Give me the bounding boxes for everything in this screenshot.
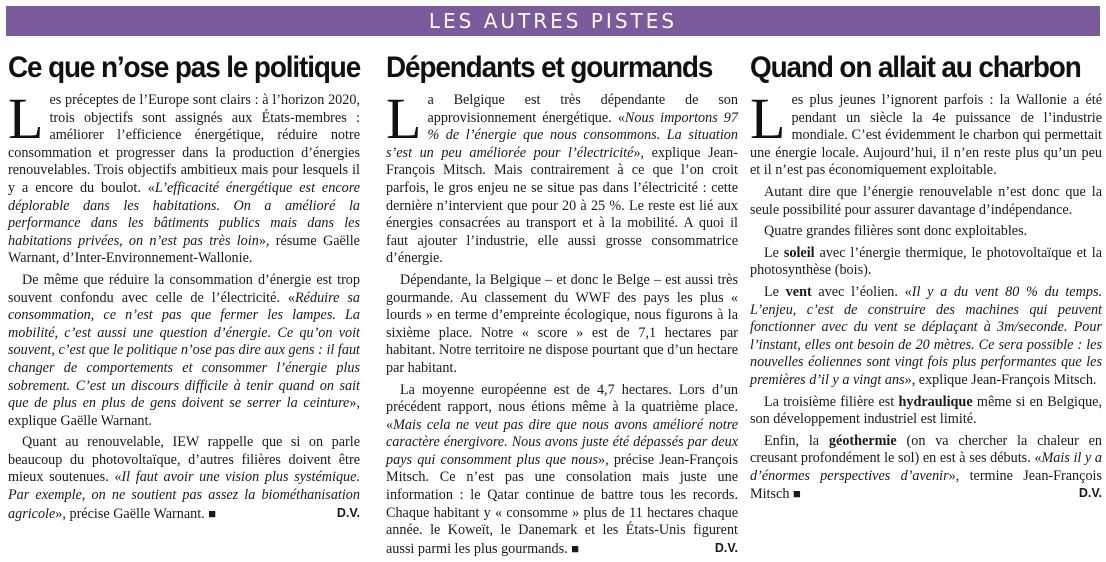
paragraph — [386, 382, 738, 559]
end-mark: ■ — [792, 486, 801, 502]
text: a Belgique est très dépendante de son approvisionnement énergétique. « — [427, 92, 738, 126]
text: es plus jeunes l’ignorent parfois : la Wallonie a été pendant un siècle la 4e puissance de l’industrie mondiale. C’est évidemment le charbon qui permettait une énergie locale. Aujourd’hui, il n’en reste plus qu’un peu et il n’est pas économiquement exploitable. — [750, 92, 1102, 179]
text: Quant au renouvelable, IEW rappelle que si on parle beaucoup du photovoltaïque, d’autres filières doivent être mieux soutenues. « — [8, 434, 360, 486]
paragraph — [750, 433, 1102, 504]
drop-cap: L — [386, 86, 422, 151]
author-signature: D.V. — [714, 540, 738, 555]
article-title: Dépendants et gourmands — [386, 51, 713, 84]
text: La troisième filière est — [764, 393, 895, 410]
drop-cap: L — [8, 86, 44, 151]
text: Le — [764, 244, 779, 261]
text: (on va chercher la chaleur en creusant profondément le sol) en est à ses débuts. « — [750, 432, 1103, 467]
text: De même que réduire la consommation d’énergie est trop souvent confondu avec celle de l’électricité. « — [8, 271, 360, 306]
paragraph: Dépendante, la Belgique – et donc le Belge – est aussi très gourmande. Au classement du WWF des pays les plus « lourds » en terme d’empreinte écologique, nous figurons à la sixième place. Notre « score » est de 7,1 hectares par habitant. Notre territoire ne dispose pourtant que d’un hectare par habitant. — [386, 271, 738, 376]
author-signature: D.V. — [336, 505, 360, 520]
paragraph — [8, 434, 360, 523]
text: Enfin, la — [764, 432, 820, 449]
text: », explique Jean-François Mitsch. Mais contrairement à ce que l’on croit parfois, le gros enjeu ne se situe pas dans l’électricité : cette dernière n’intervient que pour 20 à 25 %. Le reste est lié aux énergies consacrées au transport et à la mobilité. A quoi il faut ajouter l’industrie, elle aussi grosse consommatrice d’énergie. — [386, 144, 738, 267]
text: même si en Belgique, son développement industriel est limité. — [750, 393, 1103, 428]
article-body — [386, 86, 739, 558]
paragraph — [750, 284, 1102, 390]
text: », précise Gaëlle Warnant. — [55, 505, 205, 522]
keyword: soleil — [783, 244, 815, 261]
paragraph — [750, 394, 1102, 429]
drop-cap: L — [750, 86, 786, 151]
article-politique — [8, 50, 360, 527]
keyword: vent — [785, 283, 812, 300]
text: », résume Gaëlle Warnant, d’Inter-Environnement-Wallonie. — [8, 232, 360, 267]
quote: Réduire sa consommation, ce n’est pas que fermer les lampes. La mobilité, c’est aussi une question d’énergie. Ce qu’on voit souvent, c’est que le politique n’ose pas dire aux gens : il faut changer de comportements et consommer l’énergie plus sobrement. C’est un discours difficile à tenir quand on sait que de plus en plus de gens doivent se serrer la ceinture — [8, 289, 360, 412]
paragraph — [386, 86, 738, 268]
article-body — [8, 86, 361, 523]
article-dependants — [386, 50, 738, 562]
author-signature: D.V. — [1078, 486, 1102, 501]
text: », explique Jean-François Mitsch. — [904, 371, 1097, 388]
paragraph — [750, 245, 1102, 280]
paragraph: Quatre grandes filières sont donc exploitables. — [764, 223, 1028, 240]
keyword: géothermie — [828, 432, 897, 449]
quote: Mais il y a d’énormes perspectives d’avenir — [750, 450, 1102, 484]
section-banner: LES AUTRES PISTES — [6, 6, 1100, 36]
quote: Nous importons 97 % de l’énergie que nous consommons. La situation s’est un peu améliorée pour l’électricité — [386, 109, 738, 161]
article-body — [750, 86, 1103, 504]
end-mark: ■ — [571, 540, 580, 556]
quote: Il y a du vent 80 % du temps. L’enjeu, c’est de construire des machines qui peuvent fonctionner avec du vent se déplaçant à 3m/seconde. Pour l’instant, elles ont besoin de 20 mètres. Ce sera possible : les nouvelles éoliennes sont vingt fois plus performantes que les premières d’il y a vingt ans — [750, 283, 1103, 388]
quote: L’efficacité énergétique est encore déplorable dans les habitations. On a amélioré la performance dans les bâtiments publics mais dans les habitations privées, on n’est pas très loin — [8, 179, 361, 249]
paragraph — [8, 86, 361, 268]
text: », précise Jean-François Mitsch. Ce n’est pas une consolation mais juste une information : le Qatar continue de battre tous les records. Chaque habitant y « consomme » plus de 11 hectares chaque année. le Koweït, le Danemark et les États-Unis figurent aussi parmi les plus gourmands. — [386, 451, 739, 557]
text: avec l’énergie thermique, le photovoltaïque et la photosynthèse (bois). — [750, 244, 1102, 279]
text: avec l’éolien. « — [818, 283, 912, 300]
article-charbon — [750, 50, 1102, 508]
article-title: Quand on allait au charbon — [750, 51, 1081, 84]
text: La moyenne européenne est de 4,7 hectares. Lors d’un précédent rapport, nous étions même à la quatrième place. « — [386, 381, 738, 433]
text: es préceptes de l’Europe sont clairs : à l’horizon 2020, trois objectifs sont assignés aux États-membres : améliorer l’efficience énergétique, réduire notre consommation et progresser dans la production d’énergies renouvelables. Trois objectifs ambitieux mais pour lesquels il y a encore du boulot. « — [8, 92, 360, 196]
paragraph — [750, 86, 1102, 180]
paragraph — [8, 272, 360, 430]
paragraph: Autant dire que l’énergie renouvelable n’est donc que la seule possibilité pour assurer davantage d’indépendance. — [750, 183, 1102, 218]
text: », termine Jean-François Mitsch — [750, 467, 1102, 503]
keyword: hydraulique — [898, 393, 973, 410]
text: Le — [764, 283, 779, 300]
quote: Il faut avoir une vision plus systémique. Par exemple, on ne soutient pas assez la biométhanisation agricole — [8, 469, 360, 522]
quote: Mais cela ne veut pas dire que nous avons amélioré notre caractère énergivore. Nous avons juste été dépassés par deux pays qui consomment plus que nous — [386, 416, 738, 468]
text: », explique Gaëlle Warnant. — [8, 395, 360, 429]
end-mark: ■ — [208, 505, 217, 521]
article-title: Ce que n’ose pas le politique — [8, 51, 361, 84]
